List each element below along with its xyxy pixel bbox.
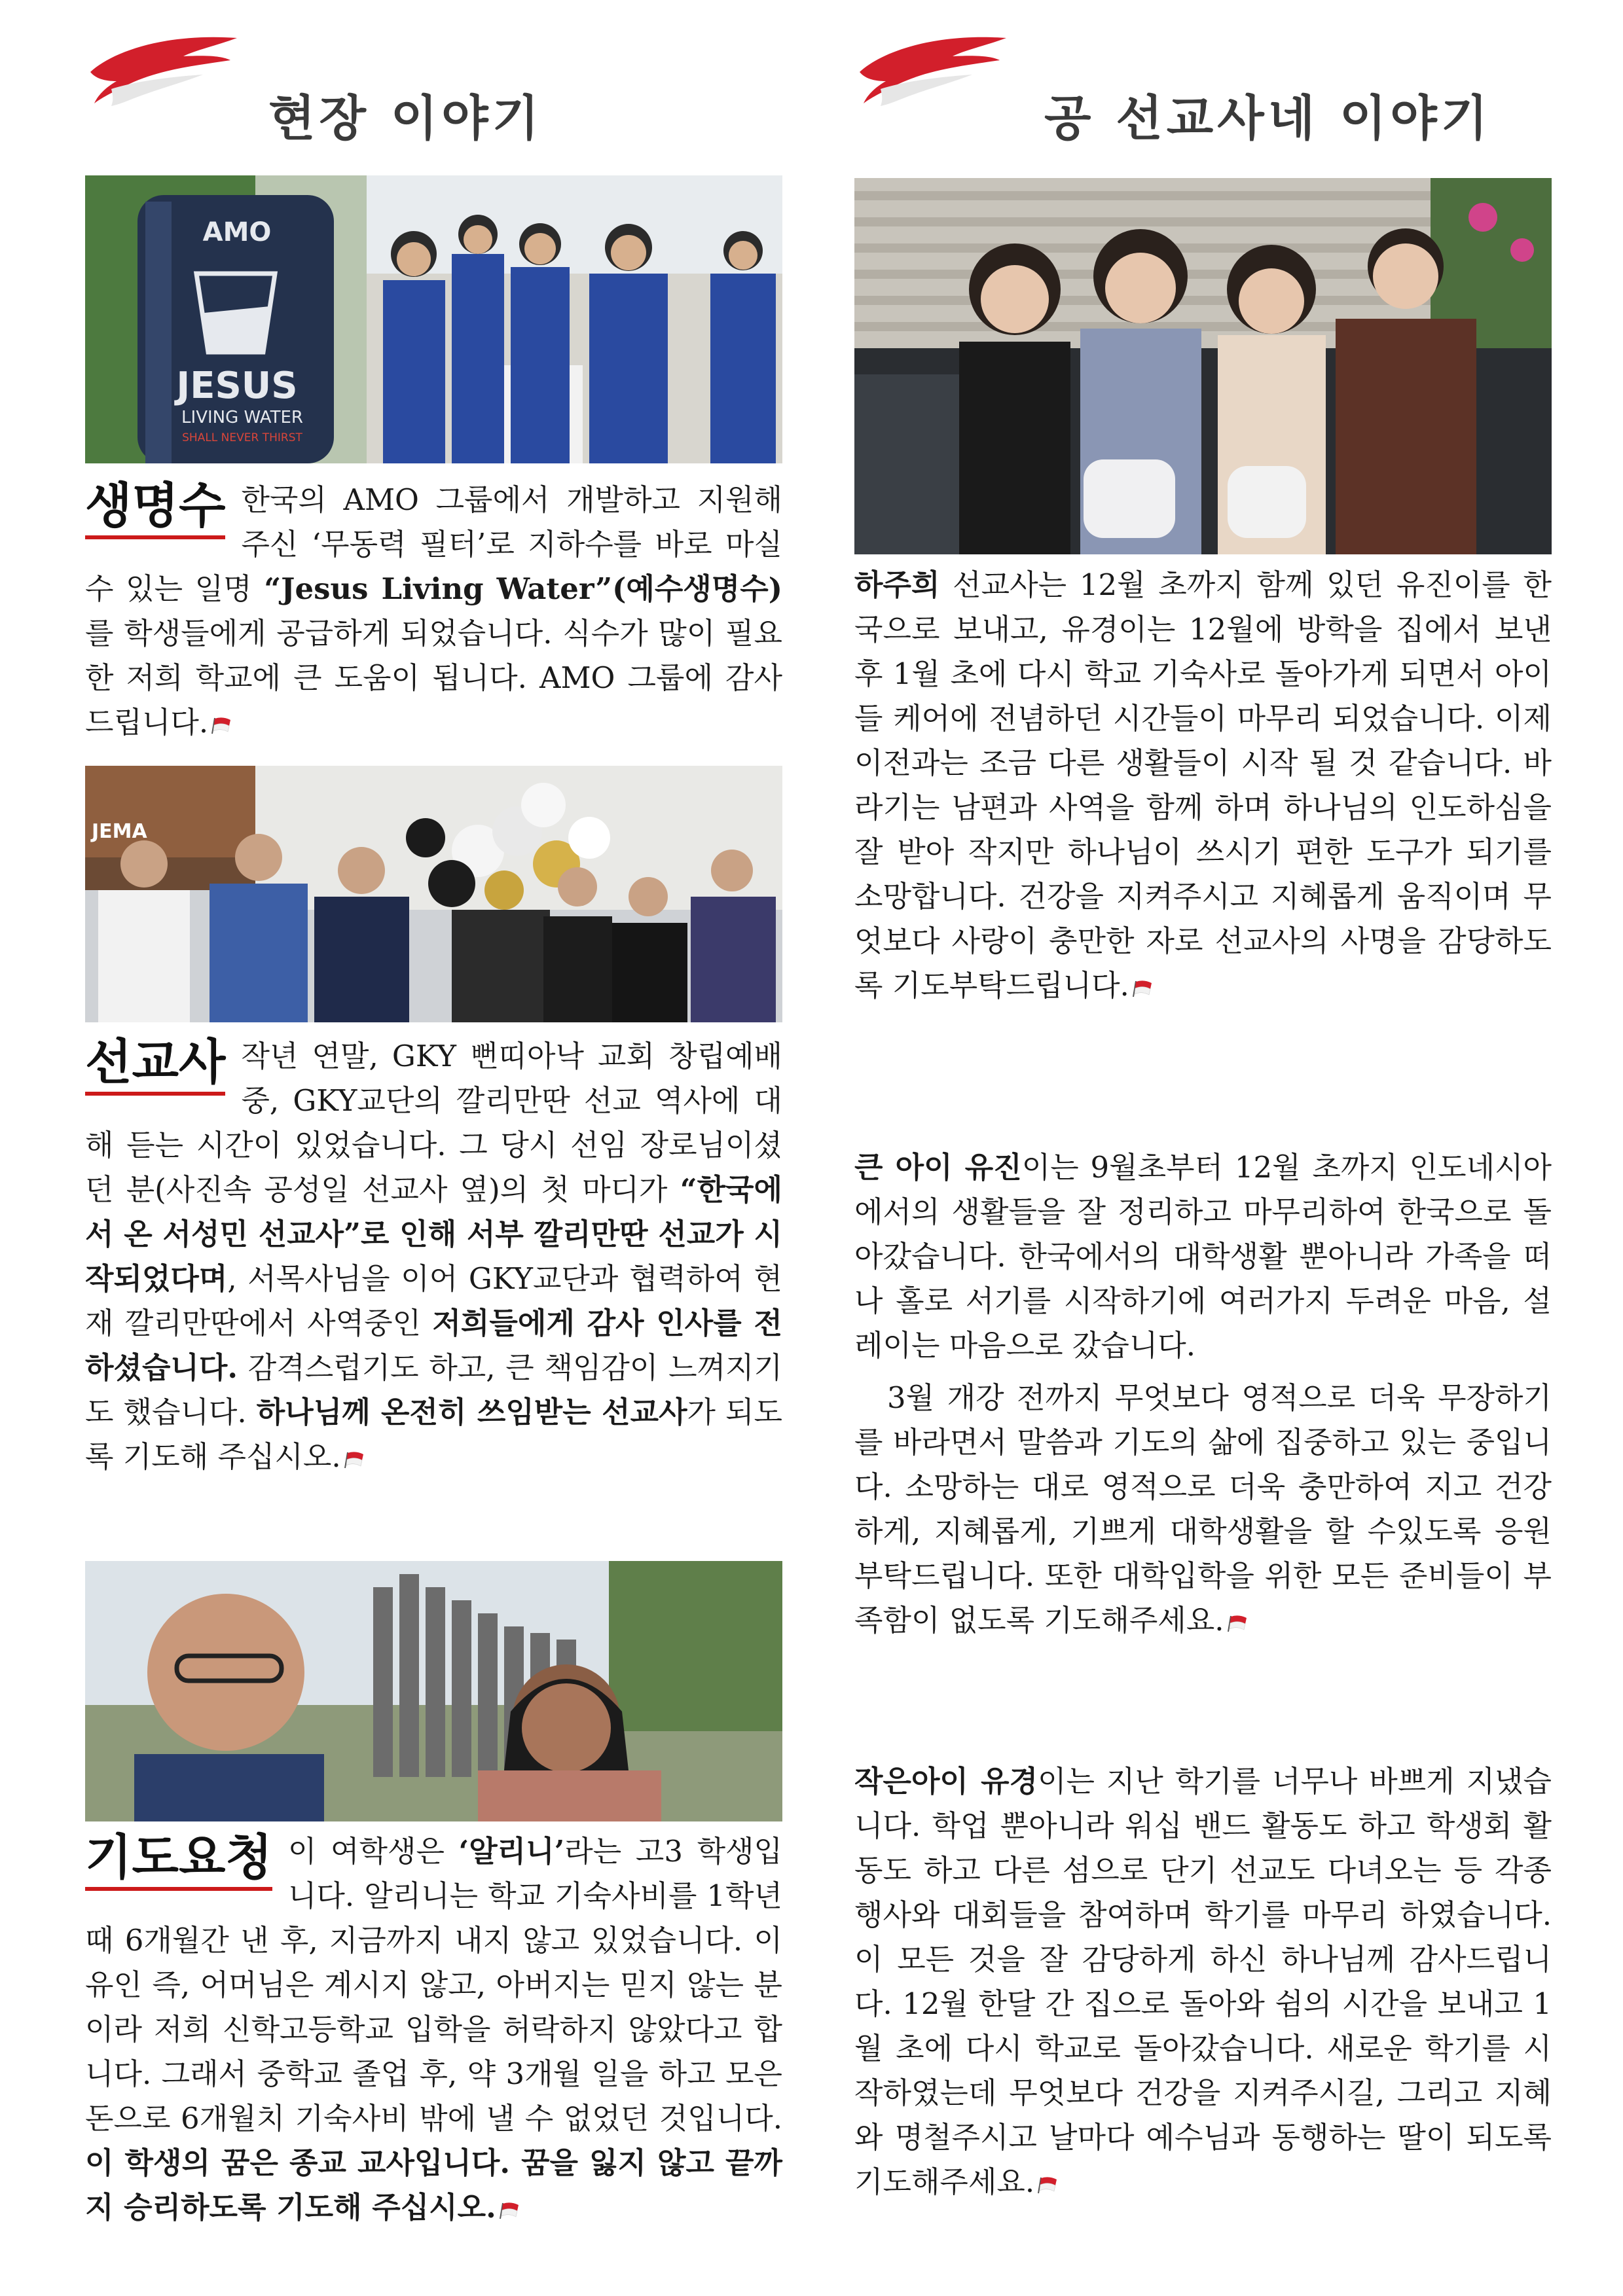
banner-text: JEMA — [92, 820, 147, 843]
prayer-request-section: 기도요청 이 여학생은 ‘알리니’라는 고3 학생입니다. 알리니는 학교 기숙사비를 1학년때 6개월간 낸 후, 지금까지 내지 않고 있었습니다. 이유인 즉, 어머님은 계시지 않고, 아버지는 믿지 않는 분이라 저희 신학고등학교 입학을 허락하지 않았다고 합니다. 그래서 중학교 졸업 후, 약 3개월 일을 하고 모은 돈으로 6개월치 기숙사비 밖에 낼 수 없었던 것입니다. 이 학생의 꿈은 종교 교사입니다. 꿈을 잃지 않고 끝까지 승리하도록 기도해 주십시오. — [85, 1829, 782, 2225]
living-water-section: 생명수 한국의 AMO 그룹에서 개발하고 지원해 주신 ‘무동력 필터’로 지하수를 바로 마실 수 있는 일명 “Jesus Living Water”(예수생명수)를 학생들에게 공급하게 되었습니다. 식수가 많이 필요한 저희 학교에 큰 도움이 됩니다. AMO 그룹에 감사드립니다. — [85, 478, 783, 740]
indonesian-flag-icon — [344, 1451, 366, 1469]
gong-family-title: 공 선교사네 이야기 — [1044, 90, 1492, 147]
indonesian-flag-icon — [1132, 980, 1154, 998]
indonesian-flag-icon — [1227, 1615, 1249, 1633]
tank-never-thirst-text: SHALL NEVER THIRST — [182, 431, 302, 444]
hajuhee-paragraph: 하주희 선교사는 12월 초까지 함께 있던 유진이를 한국으로 보내고, 유경이는 12월에 방학을 집에서 보낸 후 1월 초에 다시 학교 기숙사로 돌아가게 되면서 아이들 케어에 전념하던 시간들이 마무리 되었습니다. 이제 이전과는 조금 다른 생활들이 시작 될 것 같습니다. 바라기는 남편과 사역을 함께 하며 하나님의 인도하심을 잘 받아 작지만 하나님이 쓰시기 편한 도구가 되기를 소망합니다. 건강을 지켜주시고 지혜롭게 움직이며 무엇보다 사랑이 충만한 자로 선교사의 사명을 감당하도록 기도부탁드립니다. — [854, 567, 1552, 1003]
family-photo — [854, 178, 1552, 554]
right-column — [854, 0, 1552, 2199]
missionary-section: 선교사 작년 연말, GKY 뻔띠아낙 교회 창립예배 중, GKY교단의 깔리만딴 선교 역사에 대해 듣는 시간이 있었습니다. 그 당시 선임 장로님이셨던 분(사진속 공성일 선교사 옆)의 첫 마디가 “한국에서 온 서성민 선교사”로 인해 서부 깔리만딴 선교가 시작되었다며, 서목사님을 이어 GKY교단과 협력하여 현재 깔리만딴에서 사역중인 저희들에게 감사 인사를 전하셨습니다. 감격스럽기도 하고, 큰 책임감이 느껴지기도 했습니다. 하나님께 온전히 쓰임받는 선교사가 되도록 기도해 주십시오. — [85, 1034, 782, 1474]
field-story-header — [85, 0, 782, 147]
field-story-title: 현장 이야기 — [268, 90, 543, 147]
prayer-request-label: 기도요청 — [85, 1831, 272, 1891]
label-underline — [85, 1092, 225, 1096]
missionary-label: 선교사 — [85, 1035, 225, 1096]
tank-brand-text: AMO — [202, 217, 272, 247]
tank-living-water-text: LIVING WATER — [181, 408, 303, 427]
indonesian-flag-icon — [499, 2202, 521, 2220]
amo-water-photo — [85, 175, 782, 463]
living-water-label: 생명수 — [85, 479, 225, 539]
left-column — [85, 0, 783, 2225]
indonesian-flag-icon — [211, 717, 233, 735]
yujin-paragraph: 큰 아이 유진이는 9월초부터 12월 초까지 인도네시아에서의 생활들을 잘 정리하고 마무리하여 한국으로 돌아갔습니다. 한국에서의 대학생활 뿐아니라 가족을 떠나 홀로 서기를 시작하기에 여러가지 두려운 마음, 설레이는 마음으로 갔습니다. 3월 개강 전까지 무엇보다 영적으로 더욱 무장하기를 바라면서 말씀과 기도의 삶에 집중하고 있는 중입니다. 소망하는 대로 영적으로 더욱 충만하여 지고 건강하게, 지혜롭게, 기쁘게 대학생활을 할 수있도록 응원부탁드립니다. 또한 대학입학을 위한 모든 준비들이 부족함이 없도록 기도해주세요. — [854, 1150, 1552, 1638]
prayer-request-photo — [85, 1561, 782, 1821]
yukyung-paragraph: 작은아이 유경이는 지난 학기를 너무나 바쁘게 지냈습니다. 학업 뿐아니라 워십 밴드 활동도 하고 학생회 활동도 하고 다른 섬으로 단기 선교도 다녀오는 등 각종 행사와 대회들을 참여하며 학기를 마무리 하였습니다. 이 모든 것을 잘 감당하게 하신 하나님께 감사드립니다. 12월 한달 간 집으로 돌아와 쉼의 시간을 보내고 1월 초에 다시 학교로 돌아갔습니다. 새로운 학기를 시작하였는데 무엇보다 건강을 지켜주시길, 그리고 지혜와 명철주시고 날마다 예수님과 동행하는 딸이 되도록 기도해주세요. — [854, 1764, 1552, 2199]
red-brush-stroke-icon — [854, 26, 1012, 111]
church-anniversary-photo — [85, 766, 782, 1022]
red-brush-stroke-icon — [85, 26, 242, 111]
tank-jesus-text: JESUS — [176, 365, 298, 407]
indonesian-flag-icon — [1037, 2176, 1059, 2195]
label-underline — [85, 535, 225, 539]
gong-family-header — [854, 0, 1552, 147]
label-underline — [85, 1887, 272, 1891]
